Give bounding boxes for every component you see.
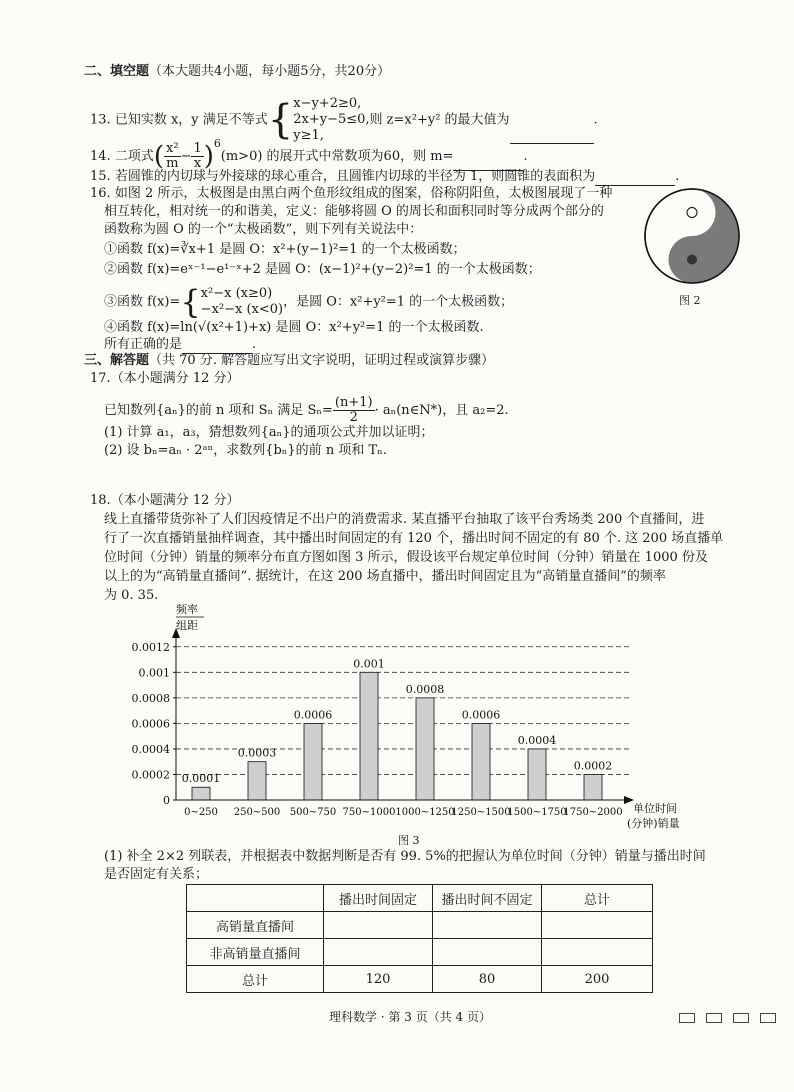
table-cell[interactable] bbox=[542, 912, 653, 939]
question-18-line5: 为 0. 35. bbox=[104, 588, 159, 603]
page-footer: 理科数学 · 第 3 页（共 4 页） bbox=[329, 1010, 491, 1024]
table-row bbox=[187, 912, 653, 939]
histogram-bar bbox=[416, 698, 434, 800]
y-tick-label: 0.0002 bbox=[131, 768, 170, 782]
x-axis-label-top: 单位时间 bbox=[633, 802, 677, 815]
bar-value-label: 0.0004 bbox=[517, 733, 557, 747]
histogram-chart bbox=[120, 598, 700, 838]
question-17-part1: (1) 计算 a₁，a₃，猜想数列{aₙ}的通项公式并加以证明； bbox=[104, 425, 434, 440]
question-18-line2: 行了一次直播销量抽样调查，其中播出时间固定的有 120 个，播出时间不固定的有 80 个. 这 200 场直播单 bbox=[104, 531, 724, 546]
question-16-option1: ①函数 f(x)=∛x+1 是圆 O：x²+(y−1)²=1 的一个太极函数； bbox=[104, 242, 466, 257]
histogram-bar bbox=[192, 787, 210, 800]
question-16-line2: 相互转化，相对统一的和谐美，定义：能够将圆 O 的周长和面积同时等分成两个部分的 bbox=[104, 204, 604, 219]
question-17-part2: (2) 设 bₙ=aₙ · 2ᵃⁿ，求数列{bₙ}的前 n 项和 Tₙ. bbox=[104, 443, 387, 458]
bar-value-label: 0.0008 bbox=[405, 682, 445, 696]
x-tick-label: 1750~2000 bbox=[563, 807, 623, 818]
table-row bbox=[187, 966, 653, 993]
question-18-part1a: (1) 补全 2×2 列联表，并根据表中数据判断是否有 99. 5%的把握认为单位时间（分钟）销量与播出时间 bbox=[104, 849, 706, 864]
table-cell: 80 bbox=[433, 966, 542, 993]
section-2-header: 二、填空题（本大题共4小题，每小题5分，共20分） bbox=[84, 64, 391, 79]
y-axis-label-bottom: 组距 bbox=[176, 619, 198, 632]
footer-box bbox=[733, 1013, 749, 1023]
question-16-line3: 函数称为圆 O 的一个“太极函数”，则下列有关说法中： bbox=[104, 222, 423, 237]
y-tick-label: 0.0012 bbox=[131, 640, 170, 654]
question-18-line3: 位时间（分钟）销量的频率分布直方图如图 3 所示，假设该平台规定单位时间（分钟）销量在 1000 份及 bbox=[104, 550, 708, 565]
bar-value-label: 0.0002 bbox=[573, 759, 613, 773]
taiji-figure bbox=[643, 187, 741, 285]
histogram-bar bbox=[584, 774, 602, 800]
bar-value-label: 0.001 bbox=[353, 657, 385, 671]
question-14: 14. 二项式( $\frac{\text{x²}}{m}$ − $\frac{1}{x}$ )$^6$(m>0) 的展开式中常数项为60，则 m= . bbox=[90, 136, 528, 172]
question-18-part1b: 是否固定有关系； bbox=[104, 867, 209, 882]
y-tick-label: 0 bbox=[163, 794, 170, 807]
question-13: 13. 已知实数 x，y 满足不等式{ x−y+2≥0, 2x+y−5≤0, y≥1, 则 z=x²+y² 的最大值为 . bbox=[90, 96, 598, 143]
table-cell[interactable] bbox=[324, 912, 433, 939]
table-cell: 非高销量直播间 bbox=[187, 939, 324, 966]
x-tick-label: 500~750 bbox=[289, 807, 337, 818]
table-cell: 200 bbox=[542, 966, 653, 993]
table-cell: 高销量直播间 bbox=[187, 912, 324, 939]
histogram-bar bbox=[248, 762, 266, 800]
histogram-bar bbox=[472, 723, 490, 800]
figure-3-caption: 图 3 bbox=[398, 834, 420, 847]
table-header-cell: 播出时间不固定 bbox=[433, 885, 542, 912]
table-cell: 120 bbox=[324, 966, 433, 993]
answer-blank-15 bbox=[595, 171, 675, 186]
y-axis-label-top: 频率 bbox=[176, 603, 198, 616]
question-17-header: 17.（本小题满分 12 分） bbox=[90, 371, 240, 386]
section-3-header: 三、解答题（共 70 分. 解答题应写出文字说明，证明过程或演算步骤） bbox=[84, 353, 495, 368]
table-header-cell: 总计 bbox=[542, 885, 653, 912]
x-tick-label: 1500~1750 bbox=[507, 807, 567, 818]
table-cell[interactable] bbox=[433, 939, 542, 966]
histogram-bar bbox=[304, 723, 322, 800]
question-18-line1: 线上直播带货弥补了人们因疫情足不出户的消费需求. 某直播平台抽取了该平台秀场类 200 个直播间，进 bbox=[104, 512, 705, 527]
question-16-option4: ④函数 f(x)=ln(√(x²+1)+x) 是圆 O：x²+y²=1 的一个太极函数. bbox=[104, 320, 484, 335]
footer-box bbox=[760, 1013, 776, 1023]
question-18-header: 18.（本小题满分 12 分） bbox=[90, 493, 240, 508]
x-tick-label: 750~1000 bbox=[342, 807, 396, 818]
y-tick-label: 0.0004 bbox=[131, 742, 170, 756]
footer-box bbox=[706, 1013, 722, 1023]
x-tick-label: 250~500 bbox=[233, 807, 281, 818]
question-17-stem: 已知数列{aₙ}的前 n 项和 Sₙ 满足 Sₙ= $\frac{(n+1)}{2}$ · aₙ(n∈N*)，且 a₂=2. bbox=[104, 395, 509, 425]
x-tick-label: 1250~1500 bbox=[451, 807, 511, 818]
question-15: 15. 若圆锥的内切球与外接球的球心重合，且圆锥内切球的半径为 1，则圆锥的表面积为 . bbox=[90, 169, 680, 184]
question-16-line1: 16. 如图 2 所示，太极图是由黑白两个鱼形纹组成的图案，俗称阴阳鱼，太极图展现了一种 bbox=[90, 186, 613, 201]
question-16-option2: ②函数 f(x)=eˣ⁻¹−e¹⁻ˣ+2 是圆 O：(x−1)²+(y−2)²=1 的一个太极函数； bbox=[104, 262, 541, 277]
bar-value-label: 0.0001 bbox=[181, 772, 221, 786]
bar-value-label: 0.0006 bbox=[293, 708, 333, 722]
table-cell: 总计 bbox=[187, 966, 324, 993]
table-cell[interactable] bbox=[324, 939, 433, 966]
x-tick-label: 0~250 bbox=[184, 807, 218, 818]
table-row bbox=[187, 939, 653, 966]
table-header-cell: 播出时间固定 bbox=[324, 885, 433, 912]
y-tick-label: 0.001 bbox=[138, 666, 170, 680]
histogram-bar bbox=[360, 672, 378, 800]
bar-value-label: 0.0003 bbox=[237, 746, 277, 760]
question-16-ending: 所有正确的是 . bbox=[104, 337, 257, 352]
figure-2-caption: 图 2 bbox=[679, 294, 701, 307]
bar-value-label: 0.0006 bbox=[461, 708, 501, 722]
table-header-row bbox=[187, 885, 653, 912]
question-16-option3: ③函数 f(x)={ x²−x (x≥0) −x²−x (x<0) ，是圆 O：x²+y²=1 的一个太极函数； bbox=[104, 283, 514, 321]
x-axis-label-bottom: (分钟)销量 bbox=[627, 817, 680, 830]
table-cell[interactable] bbox=[542, 939, 653, 966]
y-tick-label: 0.0008 bbox=[131, 691, 170, 705]
histogram-bar bbox=[528, 749, 546, 800]
table-header-cell bbox=[187, 885, 324, 912]
x-tick-label: 1000~1250 bbox=[395, 807, 455, 818]
y-tick-label: 0.0006 bbox=[131, 717, 170, 731]
footer-box bbox=[679, 1013, 695, 1023]
contingency-table bbox=[186, 884, 653, 993]
question-18-line4: 以上的为“高销量直播间”. 据统计，在这 200 场直播中，播出时间固定且为“高销量直播间”的频率 bbox=[104, 569, 666, 584]
table-cell[interactable] bbox=[433, 912, 542, 939]
